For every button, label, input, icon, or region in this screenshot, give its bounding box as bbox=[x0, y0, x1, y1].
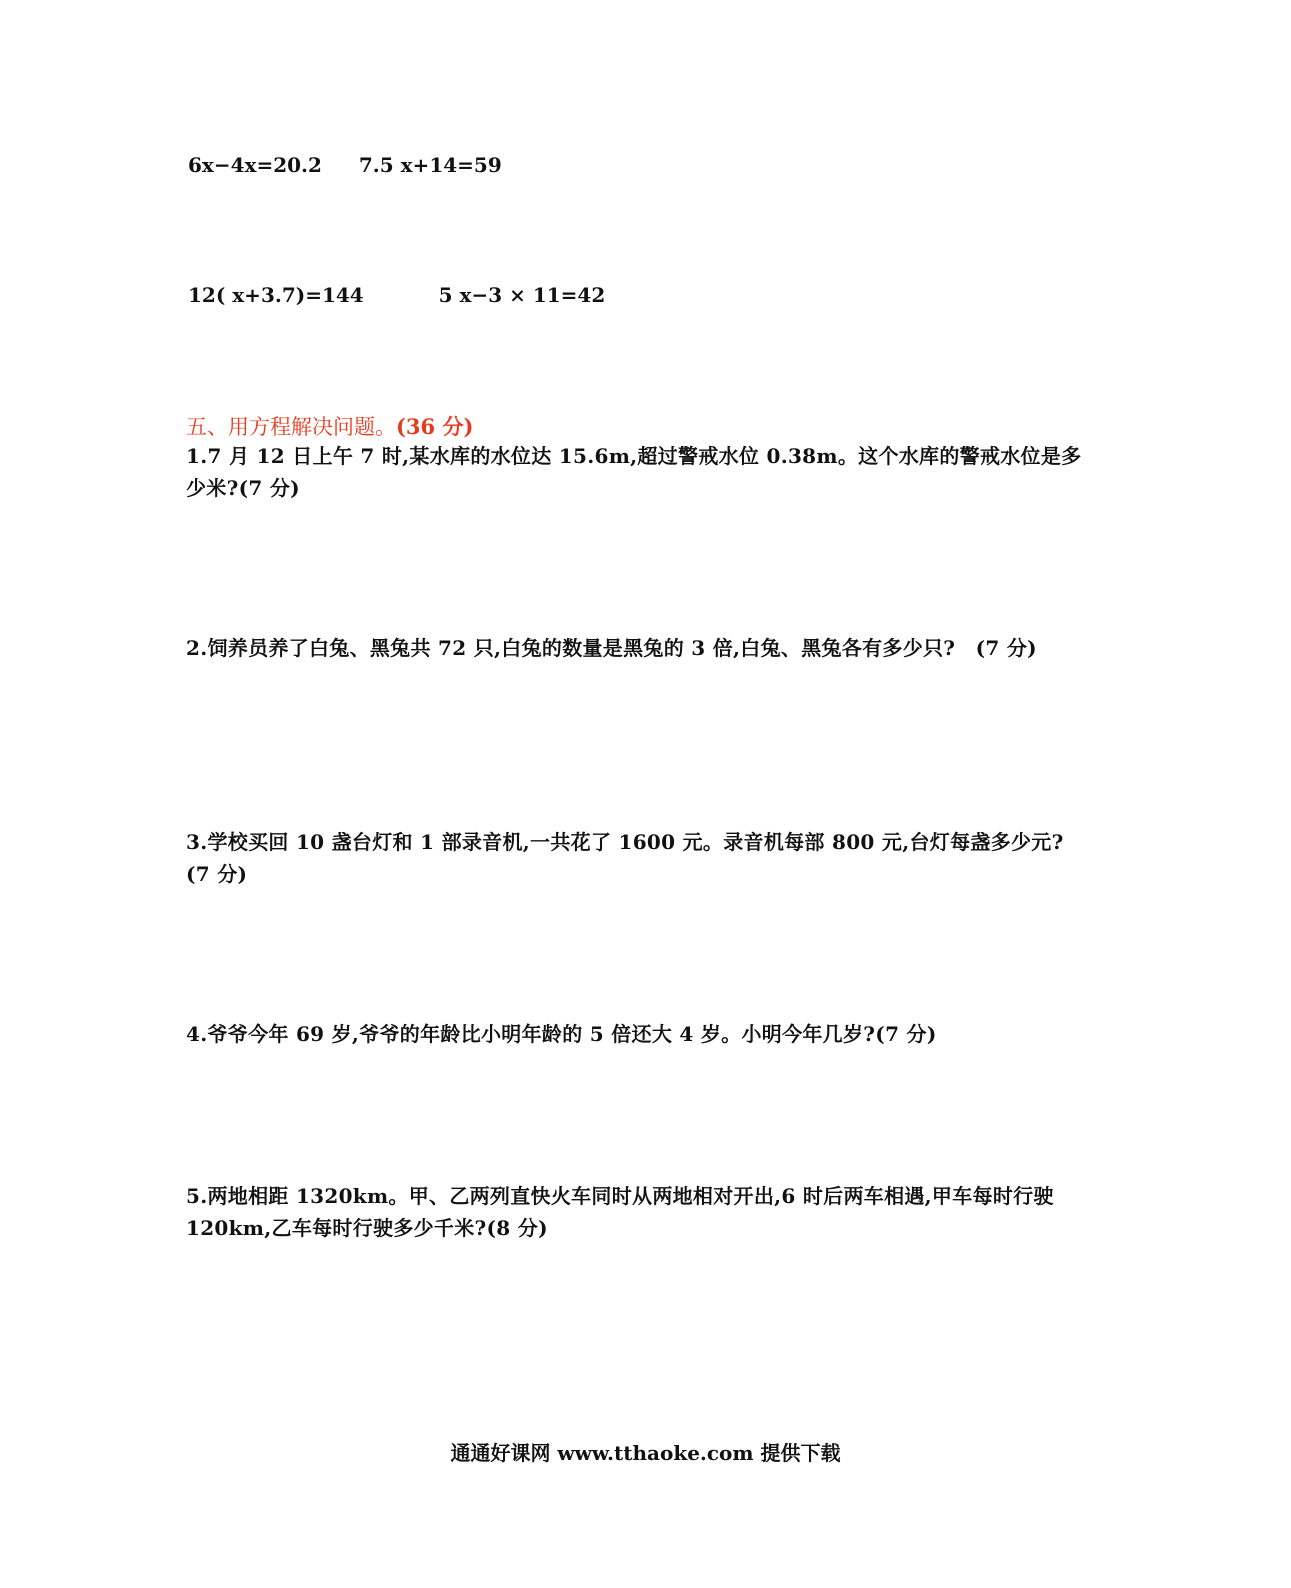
footer-credit: 通通好课网 www.tthaoke.com 提供下载 bbox=[450, 1441, 841, 1465]
section-title bbox=[186, 411, 473, 441]
word-problem-3: 3.学校买回 10 盏台灯和 1 部录音机,一共花了 1600 元。录音机每部 800 元,台灯每盏多少元?(7 分) bbox=[186, 830, 1064, 886]
section-title-text: 五、用方程解决问题。 bbox=[186, 415, 396, 439]
word-problem-5: 5.两地相距 1320km。甲、乙两列直快火车同时从两地相对开出,6 时后两车相遇,甲车每时行驶 120km,乙车每时行驶多少千米?(8 分) bbox=[186, 1184, 1054, 1240]
equation-row-2 bbox=[188, 283, 605, 307]
equation-6x-4x: 6x−4x=20.2 bbox=[188, 153, 322, 177]
word-problem-4: 4.爷爷今年 69 岁,爷爷的年龄比小明年龄的 5 倍还大 4 岁。小明今年几岁?(7 分) bbox=[186, 1022, 937, 1046]
equation-7-5x: 7.5 x+14=59 bbox=[358, 153, 502, 177]
word-problem-2: 2.饲养员养了白兔、黑兔共 72 只,白兔的数量是黑兔的 3 倍,白兔、黑兔各有多少只? (7 分) bbox=[186, 636, 1037, 660]
equation-12-x-plus: 12( x+3.7)=144 bbox=[188, 283, 364, 307]
section-score: (36 分) bbox=[396, 414, 474, 439]
equation-row-1 bbox=[188, 153, 502, 177]
word-problem-1: 1.7 月 12 日上午 7 时,某水库的水位达 15.6m,超过警戒水位 0.38m。这个水库的警戒水位是多少米?(7 分) bbox=[186, 444, 1082, 500]
equation-5x-minus: 5 x−3 × 11=42 bbox=[438, 283, 606, 307]
